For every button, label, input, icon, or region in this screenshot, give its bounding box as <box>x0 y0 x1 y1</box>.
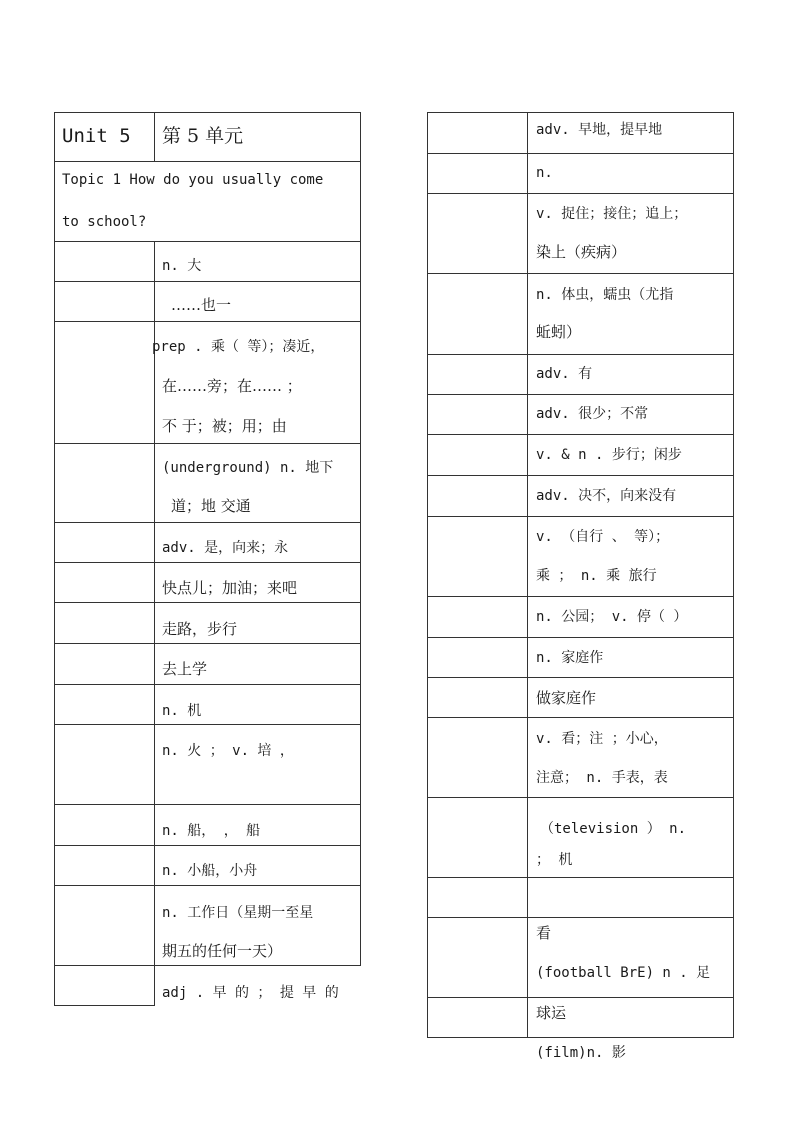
definition-text: ……也一 <box>171 296 232 314</box>
definition-text: n. 大 <box>162 258 202 274</box>
definition-text: 球运 <box>536 1004 567 1022</box>
table-rule <box>427 717 734 718</box>
definition-text: adv. 是，向来；永 <box>162 540 289 556</box>
table-rule <box>54 885 361 886</box>
table-rule <box>427 637 734 638</box>
table-rule <box>54 724 361 725</box>
table-rule <box>427 877 734 878</box>
definition-text: n. 家庭作 <box>536 650 604 666</box>
table-rule <box>54 684 361 685</box>
table-rule <box>54 443 361 444</box>
definition-text: 期五的任何一天） <box>162 942 283 960</box>
definition-text: 蚯蚓） <box>536 323 582 341</box>
definition-text: 道；地 交通 <box>171 497 251 515</box>
topic-title: to school? <box>62 214 147 230</box>
table-rule <box>54 804 361 805</box>
definition-text: （television ） n. <box>540 821 687 837</box>
topic-title: Topic 1 How do you usually come <box>62 172 324 188</box>
table-rule <box>427 475 734 476</box>
definition-text: 做家庭作 <box>536 689 597 707</box>
definition-text: n. 工作日（星期一至星 <box>162 905 314 921</box>
definition-text: adv. 很少；不常 <box>536 406 649 422</box>
unit-title: Unit 5 <box>62 125 131 147</box>
definition-text: n. 船， ， 船 <box>162 823 261 839</box>
definition-text: n. 机 <box>162 703 202 719</box>
definition-text: prep . 乘（ 等）；凑近， <box>152 339 325 355</box>
definition-text: adj . 早 的 ； 提 早 的 <box>162 985 339 1001</box>
table-rule <box>54 281 361 282</box>
definition-text: 不 于；被；用；由 <box>162 417 287 435</box>
table-rule <box>427 917 734 918</box>
definition-text: v. 捉住；接住；追上； <box>536 206 688 222</box>
definition-text: adv. 决不，向来没有 <box>536 488 677 504</box>
table-rule <box>527 112 528 1038</box>
definition-text: 看 <box>536 924 552 942</box>
table-rule <box>360 112 361 965</box>
definition-text: 乘 ； n. 乘 旅行 <box>536 568 657 584</box>
table-rule <box>54 241 361 242</box>
definition-text: n. 火 ； v. 培 ， <box>162 743 294 759</box>
table-rule <box>427 112 428 1038</box>
table-rule <box>54 562 361 563</box>
definition-text: 走路，步行 <box>162 620 238 638</box>
definition-text: v. 看；注 ；小心， <box>536 731 668 747</box>
definition-text: v. （自行 、 等）； <box>536 529 670 545</box>
table-rule <box>427 193 734 194</box>
table-rule <box>54 321 361 322</box>
table-rule <box>154 112 155 161</box>
table-rule <box>54 112 361 113</box>
table-rule <box>54 643 361 644</box>
definition-text: n. 小船，小舟 <box>162 863 258 879</box>
definition-text: 快点儿；加油；来吧 <box>162 579 298 597</box>
definition-text: (football BrE) n . 足 <box>536 965 711 981</box>
table-rule <box>54 161 361 162</box>
definition-text: n. 公园； v. 停（ ） <box>536 609 688 625</box>
definition-text: v. & n . 步行；闲步 <box>536 447 682 463</box>
table-rule <box>54 845 361 846</box>
definition-text: 注意； n. 手表，表 <box>536 770 668 786</box>
table-rule <box>427 112 734 113</box>
table-rule <box>54 522 361 523</box>
definition-text: adv. 早地，提早地 <box>536 122 663 138</box>
definition-text: 去上学 <box>162 660 208 678</box>
table-rule <box>427 434 734 435</box>
unit-title-chinese: 第 5 单元 <box>162 125 244 147</box>
table-rule <box>427 997 734 998</box>
definition-text: adv. 有 <box>536 366 593 382</box>
table-rule <box>54 1005 154 1006</box>
table-rule <box>427 354 734 355</box>
table-rule <box>54 965 361 966</box>
table-rule <box>427 516 734 517</box>
definition-text: ； 机 <box>536 852 573 868</box>
definition-text: (underground) n. 地下 <box>162 460 334 476</box>
table-rule <box>427 153 734 154</box>
table-rule <box>54 602 361 603</box>
table-rule <box>427 677 734 678</box>
table-rule <box>733 112 734 1038</box>
definition-text: (film)n. 影 <box>536 1045 626 1061</box>
definition-text: 在……旁；在…… ； <box>162 377 302 395</box>
table-rule <box>427 596 734 597</box>
definition-text: n. <box>536 165 553 181</box>
definition-text: 染上（疾病） <box>536 243 627 261</box>
table-rule <box>427 797 734 798</box>
definition-text: n. 体虫，蠕虫（尤指 <box>536 287 674 303</box>
table-rule <box>427 394 734 395</box>
table-rule <box>427 1037 734 1038</box>
table-rule <box>427 273 734 274</box>
table-rule <box>54 112 55 1006</box>
